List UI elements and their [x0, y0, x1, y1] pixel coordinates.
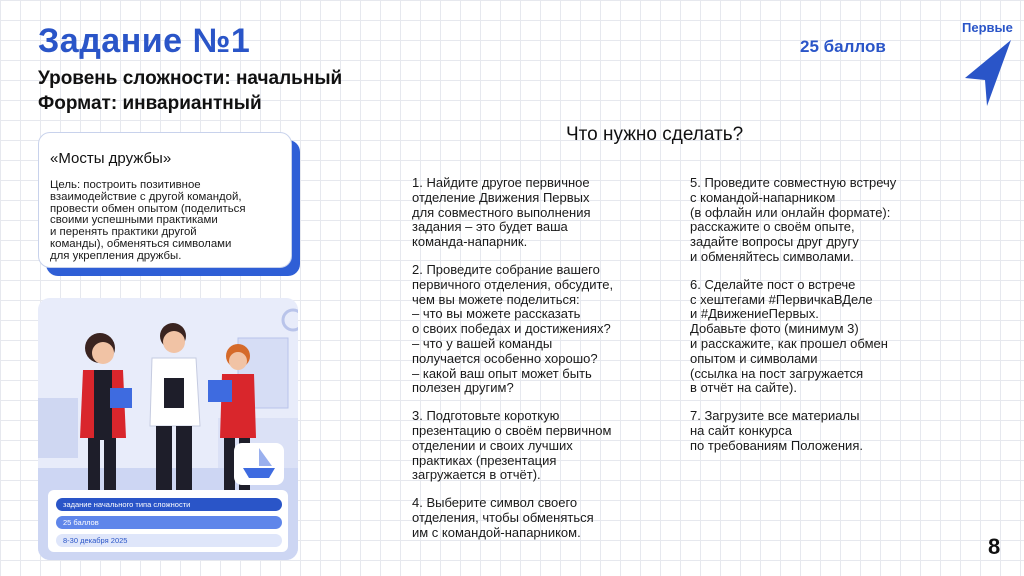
step-3: 3. Подготовьте короткую презентацию о своём первичном отделении и своих лучших практиках (презентация загружается в отчёт).: [412, 408, 612, 483]
date-pill: 8-30 декабря 2025: [56, 534, 282, 547]
slide-title: Задание №1: [38, 22, 251, 60]
step-2: 2. Проведите собрание вашего первичного отделения, обсудите, чем вы можете поделиться: – что вы можете рассказать о своих победах и достижениях? – что у вашей команды получается особенно хорошо? – какой ваш опыт может быть полезен другим?: [412, 261, 614, 396]
difficulty-pill: задание начального типа сложности: [56, 498, 282, 511]
step-6: 6. Сделайте пост о встрече с хештегами #ПервичкаВДеле и #ДвижениеПервых. Добавьте фото (минимум 3) и расскажите, как прошел обмен опытом и символами (ссылка на пост загружается в отчёт на сайте).: [690, 276, 888, 396]
section-heading: Что нужно сделать?: [566, 124, 744, 145]
steps-left-column: [412, 176, 682, 554]
points-pill: 25 баллов: [56, 516, 282, 529]
step-5: 5. Проведите совместную встречу с командой-напарником (в офлайн или онлайн формате): расскажите о своём опыте, задайте вопросы друг другу и обменяйтесь символами.: [690, 175, 897, 264]
step-7: 7. Загрузите все материалы на сайт конкурса по требованиям Положения.: [690, 408, 863, 453]
logo-arrow-icon: [963, 38, 1013, 108]
task-format: Формат: инвариантный: [38, 93, 262, 114]
step-1: 1. Найдите другое первичное отделение Движения Первых для совместного выполнения задания – это будет ваша команда-напарник.: [412, 175, 591, 250]
steps-right-column: [690, 176, 990, 467]
step-4: 4. Выберите символ своего отделения, чтобы обменяться им с командой-напарником.: [412, 495, 594, 540]
card-title: «Мосты дружбы»: [50, 150, 172, 167]
difficulty-level: Уровень сложности: начальный: [38, 68, 343, 89]
logo-text: Первые: [962, 20, 1013, 35]
card-goal-text: Цель: построить позитивное взаимодействие с другой командой, провести обмен опытом (поделиться своими успешными практиками и перенять практики другой команды), обменяться символами для укрепления дружбы.: [50, 179, 246, 262]
points-badge: 25 баллов: [800, 37, 886, 56]
page-number: 8: [988, 534, 1001, 559]
